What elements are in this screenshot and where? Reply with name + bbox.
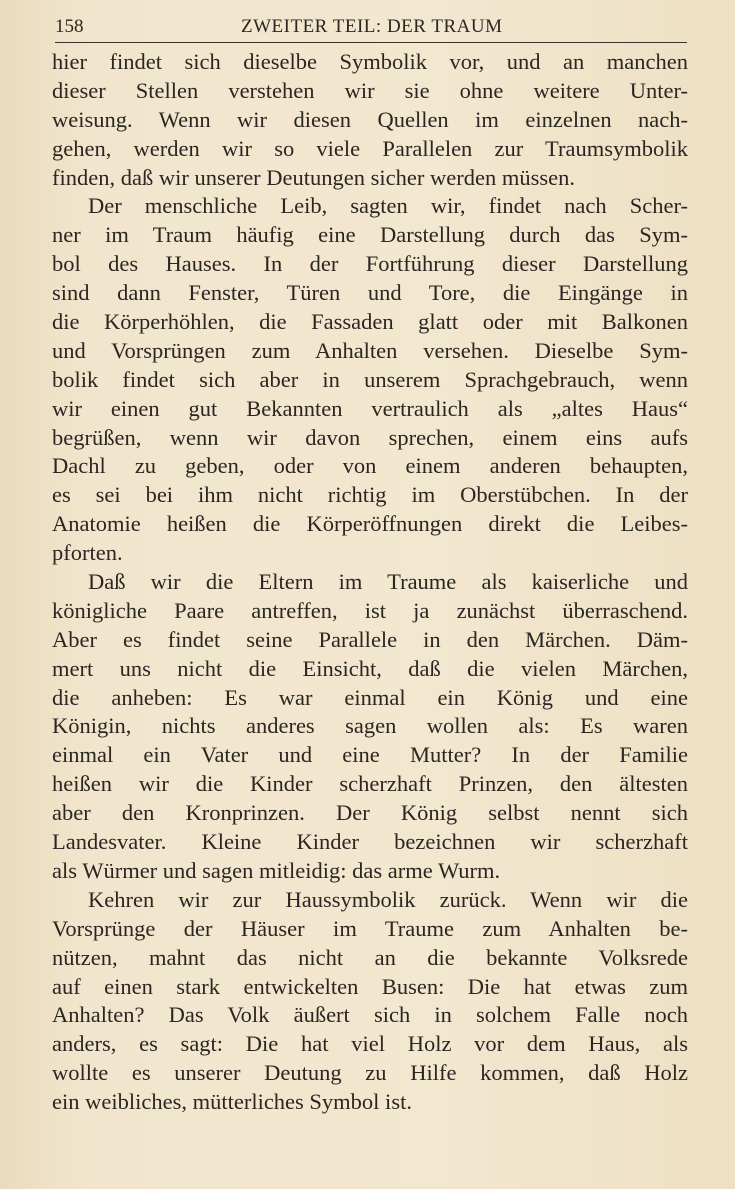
text-line: nützen, mahnt das nicht an die bekannte Volksrede (52, 944, 688, 970)
text-line: Kehren wir zur Haussymbolik zurück. Wenn wir die (88, 886, 688, 912)
text-line: Landesvater. Kleine Kinder bezeichnen wir scherzhaft (52, 829, 688, 855)
text-line: finden, daß wir unserer Deutungen sicher werden müssen. (52, 164, 575, 190)
text-line: ner im Traum häufig eine Darstellung durch das Sym- (52, 222, 688, 248)
text-line: Der menschliche Leib, sagten wir, findet nach Scher- (88, 193, 688, 219)
text-line: Anhalten? Das Volk äußert sich in solchem Falle noch (52, 1002, 688, 1028)
text-line: begrüßen, wenn wir davon sprechen, einem eins aufs (52, 424, 688, 450)
text-line: heißen wir die Kinder scherzhaft Prinzen, den ältesten (52, 771, 688, 797)
text-line: die anheben: Es war einmal ein König und eine (52, 684, 688, 710)
paragraph (52, 886, 688, 1117)
page-number: 158 (55, 16, 84, 37)
text-line: Aber es findet seine Parallele in den Märchen. Däm- (52, 626, 688, 652)
text-line: ein weibliches, mütterliches Symbol ist. (52, 1089, 412, 1115)
text-line: königliche Paare antreffen, ist ja zunächst überraschend. (52, 597, 688, 623)
header-rule (55, 42, 687, 43)
text-line: Dachl zu geben, oder von einem anderen behaupten, (52, 453, 688, 479)
text-line: dieser Stellen verstehen wir sie ohne weitere Unter- (52, 77, 688, 103)
text-line: Daß wir die Eltern im Traume als kaiserliche und (88, 569, 688, 595)
running-head: ZWEITER TEIL: DER TRAUM (241, 16, 503, 37)
text-line: sind dann Fenster, Türen und Tore, die Eingänge in (52, 280, 688, 306)
text-line: als Würmer und sagen mitleidig: das arme Wurm. (52, 857, 501, 883)
text-line: hier findet sich dieselbe Symbolik vor, und an manchen (52, 49, 688, 74)
text-line: Anatomie heißen die Körperöffnungen direkt die Leibes- (52, 511, 688, 537)
body-text (52, 48, 688, 1117)
text-line: wollte es unserer Deutung zu Hilfe kommen, daß Holz (52, 1060, 688, 1086)
text-line: anders, es sagt: Die hat viel Holz vor dem Haus, als (52, 1031, 688, 1057)
text-line: bolik findet sich aber in unserem Sprachgebrauch, wenn (52, 366, 688, 392)
paragraph (52, 48, 688, 192)
text-line: auf einen stark entwickelten Busen: Die hat etwas zum (52, 973, 688, 999)
text-line: bol des Hauses. In der Fortführung dieser Darstellung (52, 251, 688, 277)
paragraph (52, 192, 688, 568)
text-line: aber den Kronprinzen. Der König selbst nennt sich (52, 800, 688, 826)
text-line: mert uns nicht die Einsicht, daß die vielen Märchen, (52, 655, 688, 681)
text-line: es sei bei ihm nicht richtig im Oberstübchen. In der (52, 482, 688, 508)
text-line: Königin, nichts anderes sagen wollen als: Es waren (52, 713, 688, 739)
paragraph (52, 568, 688, 886)
page-header (55, 16, 687, 42)
text-line: und Vorsprüngen zum Anhalten versehen. Dieselbe Sym- (52, 337, 688, 363)
text-line: gehen, werden wir so viele Parallelen zur Traumsymbolik (52, 135, 688, 161)
text-line: die Körperhöhlen, die Fassaden glatt oder mit Balkonen (52, 309, 688, 335)
text-line: weisung. Wenn wir diesen Quellen im einzelnen nach- (52, 106, 688, 132)
text-line: einmal ein Vater und eine Mutter? In der Familie (52, 742, 688, 768)
text-line: pforten. (52, 540, 123, 566)
text-line: Vorsprünge der Häuser im Traume zum Anhalten be- (52, 915, 688, 941)
text-line: wir einen gut Bekannten vertraulich als „altes Haus“ (52, 395, 688, 421)
